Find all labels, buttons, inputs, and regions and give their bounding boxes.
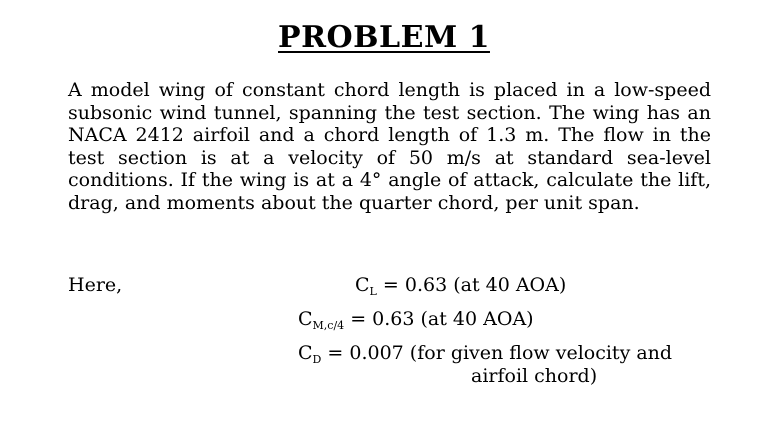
moment-coefficient-symbol: C [298,308,313,330]
lift-coefficient-symbol: C [355,274,370,296]
slide-title: PROBLEM 1 [278,20,490,55]
moment-coefficient-value: = 0.63 (at 40 AOA) [344,308,534,330]
drag-coefficient-continuation: airfoil chord) [471,365,598,387]
lift-coefficient-equation [355,274,566,296]
drag-coefficient-equation [298,342,672,364]
drag-coefficient-subscript: D [312,353,322,366]
drag-coefficient-symbol: C [298,342,313,364]
lift-coefficient-subscript: L [369,285,377,298]
drag-coefficient-value: = 0.007 (for given flow velocity and [321,342,673,364]
problem-statement: A model wing of constant chord length is placed in a low-speed subsonic wind tunnel, spanning the test section. The wing has an NACA 2412 airfoil and a chord length of 1.3 m. The flow in the test section is at a velocity of 50 m/s at standard sea-level conditions. If the wing is at a 4° angle of attack, calculate the lift, drag, and moments about the quarter chord, per unit span. [68,79,711,214]
lift-coefficient-value: = 0.63 (at 40 AOA) [376,274,567,296]
here-label: Here, [68,274,123,296]
moment-coefficient-equation [298,308,534,330]
moment-coefficient-subscript: M,c/4 [312,319,345,332]
